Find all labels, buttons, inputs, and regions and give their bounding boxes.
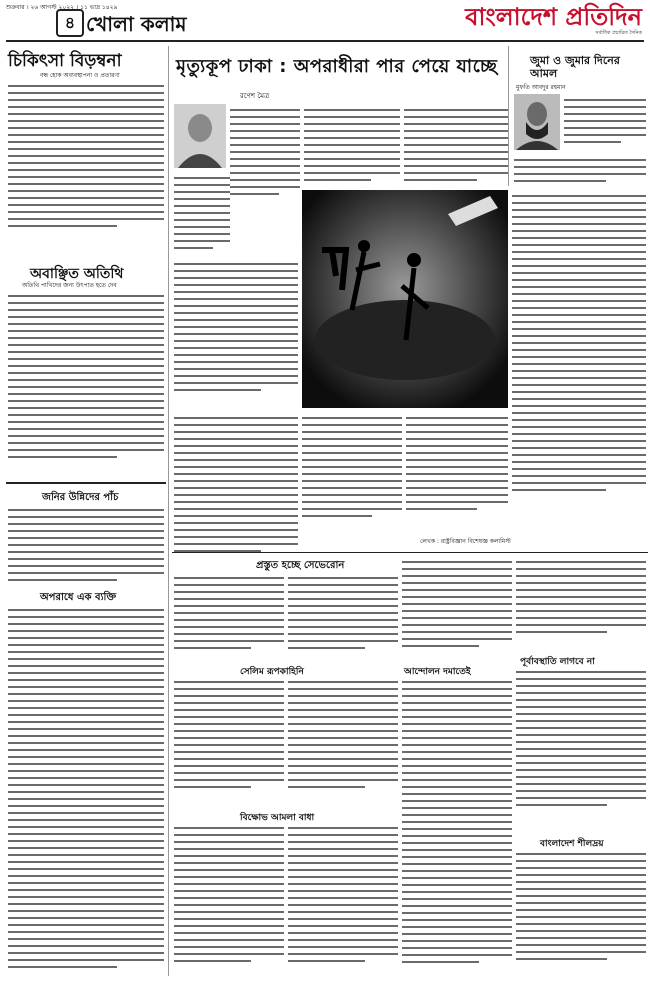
subhead-left-mid: অতিথি পাখিদের জন্য উৎপাত হতে দেব xyxy=(22,282,117,289)
headline-left-mid: অবাঞ্ছিত অতিথি xyxy=(30,266,124,282)
article-left-low2-body xyxy=(8,604,164,976)
headline-right-low2: বাংলাদেশ শীলদ্রয় xyxy=(540,839,604,849)
lead-byline: রণেশ মৈত্র xyxy=(240,92,270,100)
article-mid-low-body1 xyxy=(174,572,284,662)
headline-mid-low3: বিক্ষোভ আমলা বাধা xyxy=(240,813,315,823)
page-number: ৪ xyxy=(56,9,84,37)
lead-col1c xyxy=(174,258,298,408)
article-left-mid-body xyxy=(8,290,164,480)
lead-col1b xyxy=(174,172,230,256)
headline-mid-low2: সেলিম রূপকাহিনি xyxy=(240,667,304,677)
headline-left-low2: অপরাধে এক ব্যক্তি xyxy=(40,592,117,603)
lead-col3b xyxy=(406,412,508,532)
article-right-intro xyxy=(564,94,646,150)
column-rule xyxy=(508,46,509,186)
masthead-logo: বাংলাদেশ প্রতিদিন xyxy=(465,3,642,31)
headline-left-low1: জনির উন্নিদের পাঁচ xyxy=(42,492,119,503)
article-mid-low-body3 xyxy=(402,556,512,660)
headline-right-low: পূর্বাবস্থাতি লাগবে না xyxy=(520,657,595,667)
lead-headline: মৃত্যুকূপ ঢাকা : অপরাধীরা পার পেয়ে যাচ্ছে xyxy=(176,56,498,77)
lead-col2 xyxy=(304,104,400,186)
article-right-body xyxy=(514,154,646,190)
section-title: খোলা কলাম xyxy=(86,12,187,36)
article-mid-low2-body2 xyxy=(288,676,398,806)
article-mid-low3-body2 xyxy=(288,822,398,976)
article-mid-low3-body1 xyxy=(174,822,284,976)
divider xyxy=(172,552,648,553)
author-photo xyxy=(174,104,226,168)
masthead-tagline: সর্বাধিক প্রচারিত দৈনিক xyxy=(595,30,642,36)
dateline: শুক্রবার । ২৬ আগস্ট ২০২২ । ১১ ভাদ্র ১৪২৯ xyxy=(6,4,118,11)
header-rule xyxy=(6,40,644,42)
headline-mid-low4: আন্দোলন দমাতেই xyxy=(404,667,471,677)
lead-illustration xyxy=(302,190,508,408)
masthead xyxy=(465,4,642,38)
headline-mid-low: প্রস্তুত হচ্ছে সেভেরোন xyxy=(256,560,345,571)
author-note: লেখক : রাষ্ট্রবিজ্ঞান বিশেষজ্ঞ কলামিস্ট xyxy=(420,538,511,545)
lead-col3 xyxy=(404,104,508,188)
lead-col2b xyxy=(302,412,402,532)
headline-left-top: চিকিৎসা বিড়ম্বনা xyxy=(8,51,122,71)
article-mid-low4-body xyxy=(402,676,512,976)
article-right-low2-body xyxy=(516,848,646,976)
article-right-low-top xyxy=(516,556,646,646)
lead-col1a xyxy=(230,104,300,200)
subhead-left-top: বন্ধ হোক অব্যবস্থাপনা ও প্রতারণা xyxy=(40,72,120,79)
lead-col1d xyxy=(174,412,298,572)
article-mid-low2-body1 xyxy=(174,676,284,806)
headline-right: জুমা ও জুমার দিনের আমল xyxy=(530,54,620,80)
lead-col4 xyxy=(512,190,646,532)
byline-right: মুফতি আবদুর রহমান xyxy=(516,84,566,91)
article-left-low1-body xyxy=(8,504,164,588)
article-mid-low-body2 xyxy=(288,572,398,662)
article-right-low-body xyxy=(516,666,646,830)
article-left-top-body xyxy=(8,80,164,250)
page-header xyxy=(0,0,650,42)
column-rule xyxy=(168,46,169,976)
divider xyxy=(6,482,166,484)
author-photo-right xyxy=(514,94,560,150)
